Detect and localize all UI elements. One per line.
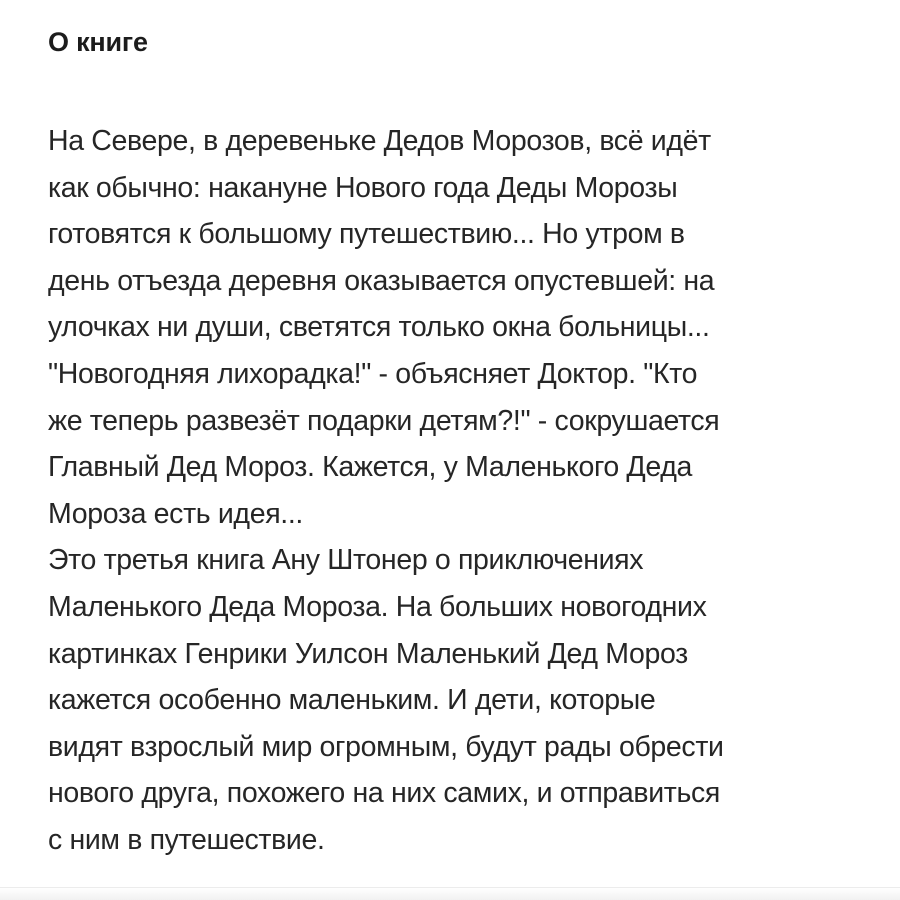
description-line: "Новогодняя лихорадка!" - объясняет Доктор. "Кто bbox=[48, 357, 698, 390]
description-text bbox=[48, 118, 858, 864]
description-line: с ним в путешествие. bbox=[48, 823, 325, 856]
description-line: же теперь развезёт подарки детям?!" - сокрушается bbox=[48, 404, 720, 437]
description-line: Маленького Деда Мороза. На больших новогодних bbox=[48, 590, 707, 623]
description-line: видят взрослый мир огромным, будут рады обрести bbox=[48, 730, 724, 763]
description-line: день отъезда деревня оказывается опустевшей: на bbox=[48, 264, 715, 297]
description-line: Главный Дед Мороз. Кажется, у Маленького Деда bbox=[48, 451, 693, 484]
bottom-divider bbox=[0, 887, 900, 900]
description-line: Это третья книга Ану Штонер о приключениях bbox=[48, 544, 644, 577]
description-line: картинках Генрики Уилсон Маленький Дед Мороз bbox=[48, 637, 688, 670]
description-line: улочках ни души, светятся только окна больницы... bbox=[48, 311, 710, 344]
description-line: На Севере, в деревеньке Дедов Морозов, всё идёт bbox=[48, 125, 711, 157]
section-title: О книге bbox=[48, 27, 148, 57]
description-line: нового друга, похожего на них самих, и отправиться bbox=[48, 777, 720, 810]
description-line: готовятся к большому путешествию... Но утром в bbox=[48, 218, 685, 251]
description-line: как обычно: накануне Нового года Деды Морозы bbox=[48, 171, 678, 204]
description-line: Мороза есть идея... bbox=[48, 497, 303, 530]
description-line: кажется особенно маленьким. И дети, которые bbox=[48, 684, 656, 717]
